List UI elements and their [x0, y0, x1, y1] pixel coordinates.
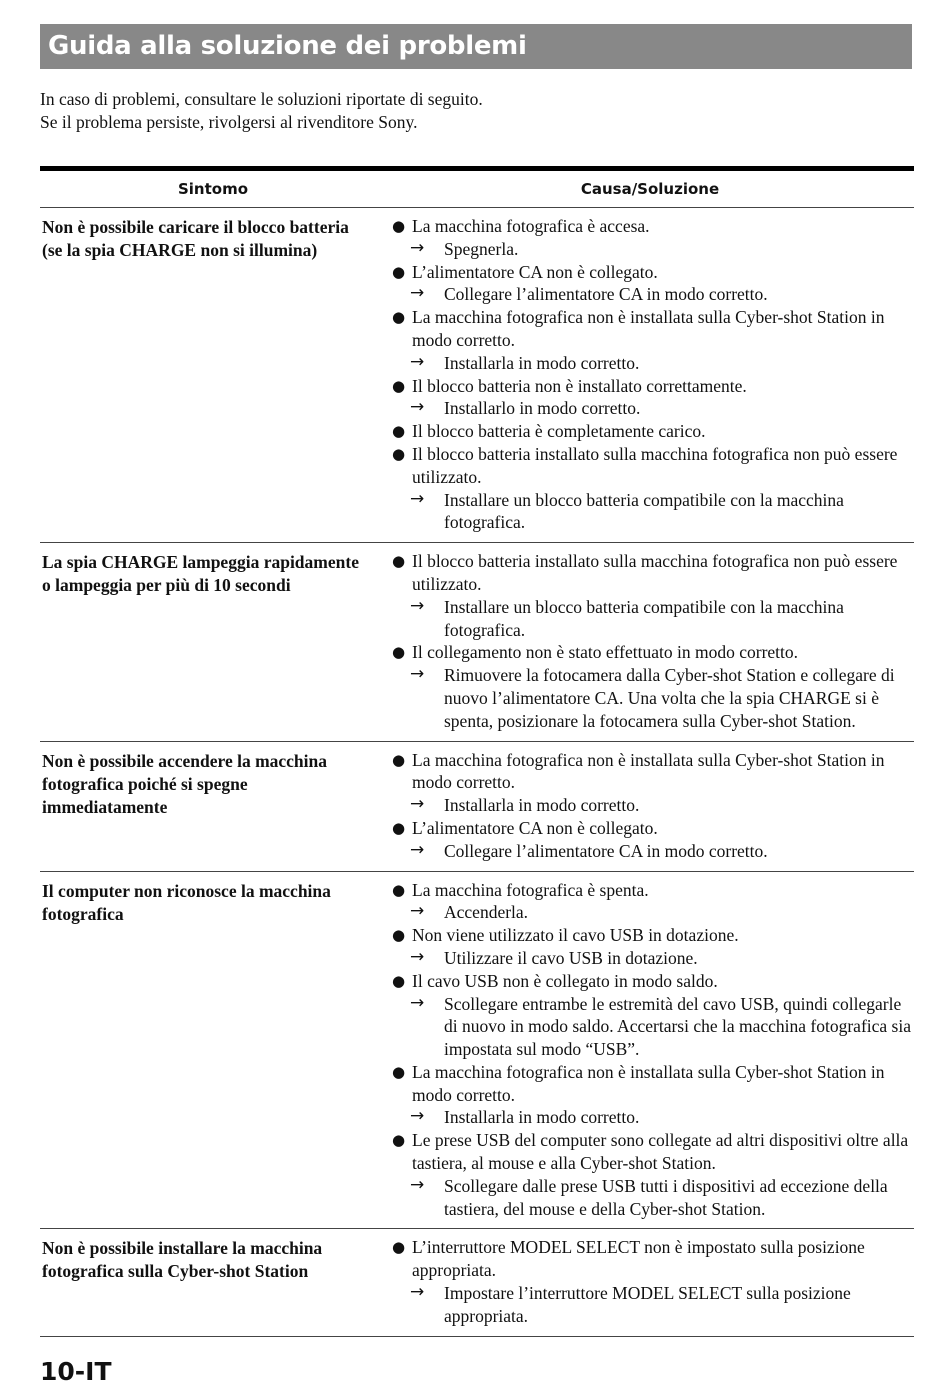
arrow-right-icon: →: [410, 946, 425, 967]
cause-text: Il blocco batteria non è installato correttamente.: [412, 375, 747, 396]
solution-item: [388, 664, 914, 732]
cause-item: [388, 215, 914, 238]
bullet-icon: ●: [392, 262, 406, 281]
symptom-cell: Non è possibile installare la macchina fotografica sulla Cyber-shot Station: [42, 1238, 323, 1282]
solution-item: [388, 352, 914, 375]
solution-text: Scollegare dalle prese USB tutti i dispositivi ad eccezione della tastiera, del mouse e della Cyber-shot Station.: [444, 1175, 888, 1219]
cause-text: Non viene utilizzato il cavo USB in dotazione.: [412, 925, 739, 946]
page-number: 10-IT: [40, 1357, 112, 1386]
cause-text: L’interruttore MODEL SELECT non è impostato sulla posizione appropriata.: [412, 1237, 865, 1281]
solution-text: Installarla in modo corretto.: [444, 795, 640, 816]
solution-text: Installarla in modo corretto.: [444, 352, 640, 373]
solution-text: Spegnerla.: [444, 238, 519, 259]
arrow-right-icon: →: [410, 664, 425, 685]
arrow-right-icon: →: [410, 992, 425, 1013]
bullet-icon: ●: [392, 444, 406, 463]
cause-item: [388, 1129, 914, 1175]
cause-text: Il blocco batteria è completamente carico.: [412, 421, 706, 442]
title-bar: [40, 24, 912, 69]
symptom-cell: Il computer non riconosce la macchina fotografica: [42, 880, 331, 924]
solution-item: [388, 1282, 914, 1328]
cause-text: La macchina fotografica non è installata sulla Cyber-shot Station in modo corretto.: [412, 307, 885, 350]
solution-text: Accenderla.: [444, 902, 529, 923]
table-row: [40, 742, 914, 872]
cause-text: La macchina fotografica non è installata sulla Cyber-shot Station in modo corretto.: [412, 749, 885, 793]
arrow-right-icon: →: [410, 397, 425, 418]
cause-item: [388, 550, 914, 596]
bullet-icon: ●: [392, 818, 406, 837]
cause-item: [388, 879, 914, 902]
solution-item: [388, 840, 914, 863]
arrow-right-icon: →: [410, 794, 425, 815]
header-cause: Causa/Soluzione: [580, 179, 720, 198]
solution-text: Installarlo in modo corretto.: [444, 398, 641, 419]
solution-text: Collegare l’alimentatore CA in modo corretto.: [444, 840, 768, 861]
arrow-right-icon: →: [410, 839, 425, 860]
table-row: [40, 543, 914, 741]
cause-cell: [372, 742, 914, 871]
cause-item: [388, 306, 914, 352]
bullet-icon: ●: [392, 217, 406, 235]
cause-text: L’alimentatore CA non è collegato.: [412, 261, 658, 282]
solution-item: [388, 1106, 914, 1129]
cause-text: La macchina fotografica è spenta.: [412, 879, 649, 900]
cause-text: Il collegamento non è stato effettuato in modo corretto.: [412, 642, 799, 663]
arrow-right-icon: →: [410, 488, 425, 509]
solution-text: Scollegare entrambe le estremità del cavo USB, quindi collegarle di nuovo in modo saldo. Accertarsi che la macchina fotografica sia impostata sul modo “USB”.: [444, 993, 911, 1060]
solution-text: Impostare l’interruttore MODEL SELECT sulla posizione appropriata.: [444, 1283, 851, 1326]
solution-item: [388, 238, 914, 261]
table-row: [40, 872, 914, 1230]
cause-text: L’alimentatore CA non è collegato.: [412, 817, 658, 838]
cause-item: [388, 420, 914, 443]
intro-line: Se il problema persiste, rivolgersi al rivenditore Sony.: [40, 112, 418, 132]
cause-item: [388, 970, 914, 993]
solution-text: Collegare l’alimentatore CA in modo corretto.: [444, 284, 768, 305]
bullet-icon: ●: [392, 376, 406, 395]
cause-item: [388, 924, 914, 947]
cause-item: [388, 375, 914, 398]
table-row: [40, 208, 914, 543]
troubleshooting-table: [40, 166, 914, 1337]
bullet-icon: ●: [392, 971, 406, 990]
bullet-icon: ●: [392, 643, 406, 662]
cause-cell: [372, 1229, 914, 1335]
bullet-icon: ●: [392, 1238, 406, 1257]
intro-line: In caso di problemi, consultare le soluzioni riportate di seguito.: [40, 89, 483, 109]
arrow-right-icon: →: [410, 1174, 425, 1195]
cause-cell: [372, 872, 914, 1229]
cause-item: [388, 443, 914, 489]
arrow-right-icon: →: [410, 1282, 425, 1303]
bullet-icon: ●: [392, 308, 406, 327]
arrow-right-icon: →: [410, 351, 425, 372]
symptom-cell: Non è possibile caricare il blocco batteria (se la spia CHARGE non si illumina): [42, 217, 349, 260]
cause-item: [388, 817, 914, 840]
arrow-right-icon: →: [410, 901, 425, 922]
bullet-icon: ●: [392, 552, 406, 571]
cause-text: La macchina fotografica è accesa.: [412, 216, 650, 236]
solution-item: [388, 397, 914, 420]
solution-text: Installare un blocco batteria compatibile con la macchina fotografica.: [444, 489, 844, 533]
arrow-right-icon: →: [410, 595, 425, 616]
solution-item: [388, 596, 914, 642]
cause-text: Il cavo USB non è collegato in modo saldo.: [412, 970, 718, 991]
cause-cell: [372, 208, 914, 542]
bullet-icon: ●: [392, 1131, 406, 1150]
cause-item: [388, 749, 914, 795]
solution-item: [388, 1175, 914, 1221]
symptom-cell: Non è possibile accendere la macchina fotografica poiché si spegne immediatamente: [42, 750, 328, 817]
bullet-icon: ●: [392, 926, 406, 945]
bullet-icon: ●: [392, 750, 406, 769]
cause-item: [388, 1061, 914, 1107]
arrow-right-icon: →: [410, 237, 425, 258]
page-title: Guida alla soluzione dei problemi: [48, 31, 527, 61]
solution-text: Installarla in modo corretto.: [444, 1107, 640, 1128]
symptom-cell: La spia CHARGE lampeggia rapidamente o lampeggia per più di 10 secondi: [42, 552, 359, 596]
solution-text: Installare un blocco batteria compatibile con la macchina fotografica.: [444, 596, 844, 640]
cause-item: [388, 261, 914, 284]
cause-text: Il blocco batteria installato sulla macchina fotografica non può essere utilizzato.: [412, 443, 898, 487]
cause-cell: [372, 543, 914, 740]
solution-item: [388, 283, 914, 306]
solution-text: Utilizzare il cavo USB in dotazione.: [444, 947, 698, 968]
arrow-right-icon: →: [410, 1106, 425, 1127]
table-row: [40, 1229, 914, 1336]
solution-item: [388, 993, 914, 1061]
bullet-icon: ●: [392, 880, 406, 899]
cause-text: Il blocco batteria installato sulla macchina fotografica non può essere utilizzato.: [412, 551, 898, 594]
table-body: [40, 208, 914, 1337]
cause-text: La macchina fotografica non è installata sulla Cyber-shot Station in modo corretto.: [412, 1061, 885, 1105]
table-header: [40, 171, 914, 208]
cause-text: Le prese USB del computer sono collegate ad altri dispositivi oltre alla tastiera, al mouse e alla Cyber-shot Station.: [412, 1130, 909, 1174]
intro-text: [40, 88, 483, 134]
solution-item: [388, 489, 914, 535]
solution-item: [388, 901, 914, 924]
solution-item: [388, 947, 914, 970]
cause-item: [388, 641, 914, 664]
cause-item: [388, 1236, 914, 1282]
bullet-icon: ●: [392, 422, 406, 441]
solution-text: Rimuovere la fotocamera dalla Cyber-shot Station e collegare di nuovo l’alimentatore CA. Una volta che la spia CHARGE si è spenta, posizionare la fotocamera sulla Cyber-shot Station.: [444, 665, 895, 731]
solution-item: [388, 794, 914, 817]
arrow-right-icon: →: [410, 283, 425, 304]
header-symptom: Sintomo: [177, 179, 249, 198]
bullet-icon: ●: [392, 1062, 406, 1081]
